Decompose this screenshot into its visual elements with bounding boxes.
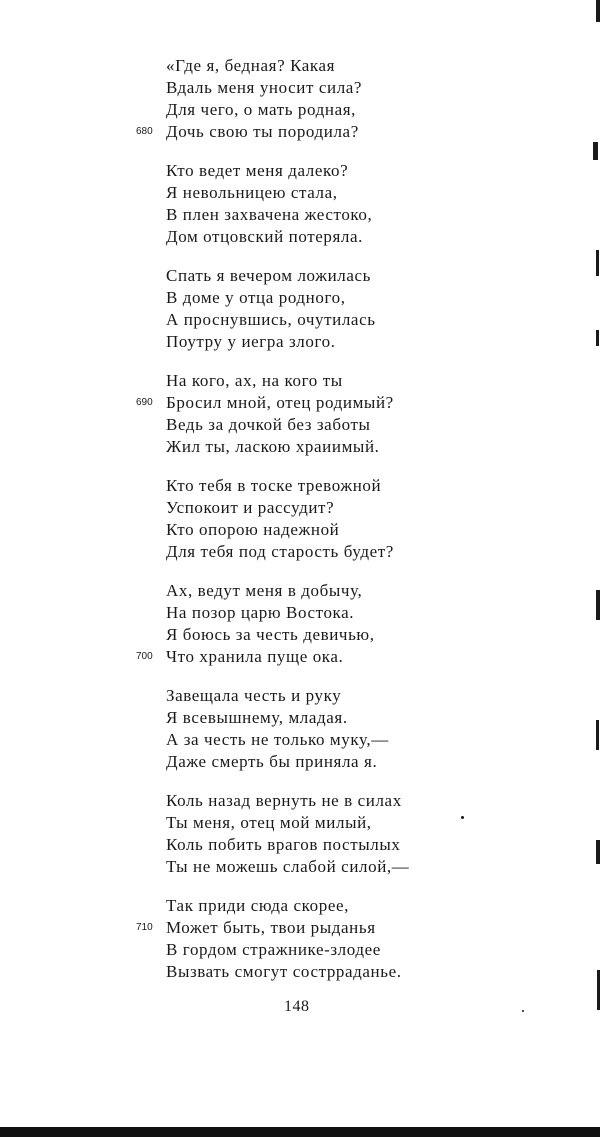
scan-speck: [461, 816, 464, 819]
verse-text: Поутру у иегра злого.: [166, 332, 336, 351]
verse-line: [166, 707, 389, 729]
stanza: [166, 685, 389, 773]
verse-text: На позор царю Востока.: [166, 603, 355, 622]
stanza: [166, 265, 376, 353]
verse-line: [136, 917, 402, 939]
verse-line: [166, 77, 362, 99]
verse-line: [166, 475, 394, 497]
verse-line: [166, 729, 389, 751]
verse-line: [166, 331, 376, 353]
verse-text: Что хранила пуще ока.: [166, 647, 344, 666]
verse-text: Для чего, о мать родная,: [166, 100, 356, 119]
verse-text: Вдаль меня уносит сила?: [166, 78, 363, 97]
verse-text: Так приди сюда скорее,: [166, 896, 350, 915]
stanza: [166, 160, 372, 248]
verse-line: [136, 646, 375, 668]
verse-text: В плен захвачена жестоко,: [166, 205, 373, 224]
stanza: [136, 895, 402, 983]
verse-line: [166, 856, 409, 878]
verse-text: Кто тебя в тоске тревожной: [166, 476, 382, 495]
stanza: [166, 790, 409, 878]
verse-line: [166, 541, 394, 563]
verse-line: [166, 55, 362, 77]
scan-edge-mark: [596, 720, 599, 750]
verse-line: [166, 812, 409, 834]
scan-edge-mark: [596, 330, 599, 346]
verse-text: Дом отцовский потеряла.: [166, 227, 364, 246]
verse-text: Ведь за дочкой без заботы: [166, 415, 371, 434]
scan-edge-mark: [596, 590, 600, 620]
verse-text: Успокоит и рассудит?: [166, 498, 335, 517]
verse-line: [166, 436, 394, 458]
scan-edge-mark: [596, 840, 600, 864]
verse-text: Спать я вечером ложилась: [166, 266, 372, 285]
line-number: 710: [136, 922, 153, 933]
verse-line: [136, 121, 362, 143]
verse-line: [166, 602, 375, 624]
verse-line: [166, 580, 375, 602]
verse-line: [166, 624, 375, 646]
scan-edge-mark: [596, 0, 600, 22]
verse-text: Кто ведет меня далеко?: [166, 161, 349, 180]
verse-line: [166, 790, 409, 812]
verse-line: [166, 519, 394, 541]
verse-text: Ах, ведут меня в добычу,: [166, 581, 363, 600]
scan-edge-mark: [593, 142, 598, 160]
line-number: 700: [136, 651, 153, 662]
line-number: 690: [136, 397, 153, 408]
verse-line: [166, 160, 372, 182]
verse-text: Дочь свою ты породила?: [166, 122, 359, 141]
verse-text: Ты не можешь слабой силой,—: [166, 857, 410, 876]
verse-text: Для тебя под старость будет?: [166, 542, 394, 561]
verse-text: Даже смерть бы приняла я.: [166, 752, 378, 771]
scan-speck: [522, 1010, 524, 1012]
verse-text: Жил ты, ласкою храиимый.: [166, 437, 380, 456]
page-number: 148: [284, 998, 310, 1015]
verse-line: [166, 370, 394, 392]
verse-text: А проснувшись, очутилась: [166, 310, 376, 329]
stanza: [136, 55, 363, 143]
stanza: [166, 475, 394, 563]
verse-text: Бросил мной, отец родимый?: [166, 393, 394, 412]
verse-line: [166, 265, 376, 287]
verse-text: Я всевышнему, младая.: [166, 708, 348, 727]
verse-line: [166, 204, 372, 226]
verse-line: [136, 392, 394, 414]
verse-text: В доме у отца родного,: [166, 288, 346, 307]
scan-bottom-edge: [0, 1127, 600, 1137]
verse-text: Вызвать смогут сострраданье.: [166, 962, 402, 981]
verse-text: Коль назад вернуть не в силах: [166, 791, 402, 810]
verse-line: [166, 895, 402, 917]
verse-line: [166, 182, 372, 204]
verse-line: [166, 834, 409, 856]
verse-text: Я боюсь за честь девичью,: [166, 625, 375, 644]
verse-text: Коль побить врагов постылых: [166, 835, 401, 854]
verse-text: Может быть, твои рыданья: [166, 918, 376, 937]
verse-line: [166, 497, 394, 519]
verse-text: «Где я, бедная? Какая: [166, 56, 336, 75]
verse-text: Ты меня, отец мой милый,: [166, 813, 372, 832]
stanza: [136, 370, 394, 458]
line-number: 680: [136, 126, 153, 137]
verse-line: [166, 309, 376, 331]
verse-line: [166, 939, 402, 961]
verse-text: На кого, ах, на кого ты: [166, 371, 343, 390]
stanza: [136, 580, 375, 668]
scan-edge-mark: [596, 250, 599, 276]
verse-line: [166, 99, 362, 121]
verse-line: [166, 226, 372, 248]
verse-line: [166, 751, 389, 773]
verse-line: [166, 685, 389, 707]
verse-line: [166, 414, 394, 436]
verse-line: [166, 287, 376, 309]
verse-text: Завещала честь и руку: [166, 686, 342, 705]
verse-text: Кто опорою надежной: [166, 520, 340, 539]
verse-text: А за честь не только муку,—: [166, 730, 389, 749]
verse-text: В гордом стражнике-злодее: [166, 940, 381, 959]
verse-line: [166, 961, 402, 983]
verse-text: Я невольницею стала,: [166, 183, 338, 202]
